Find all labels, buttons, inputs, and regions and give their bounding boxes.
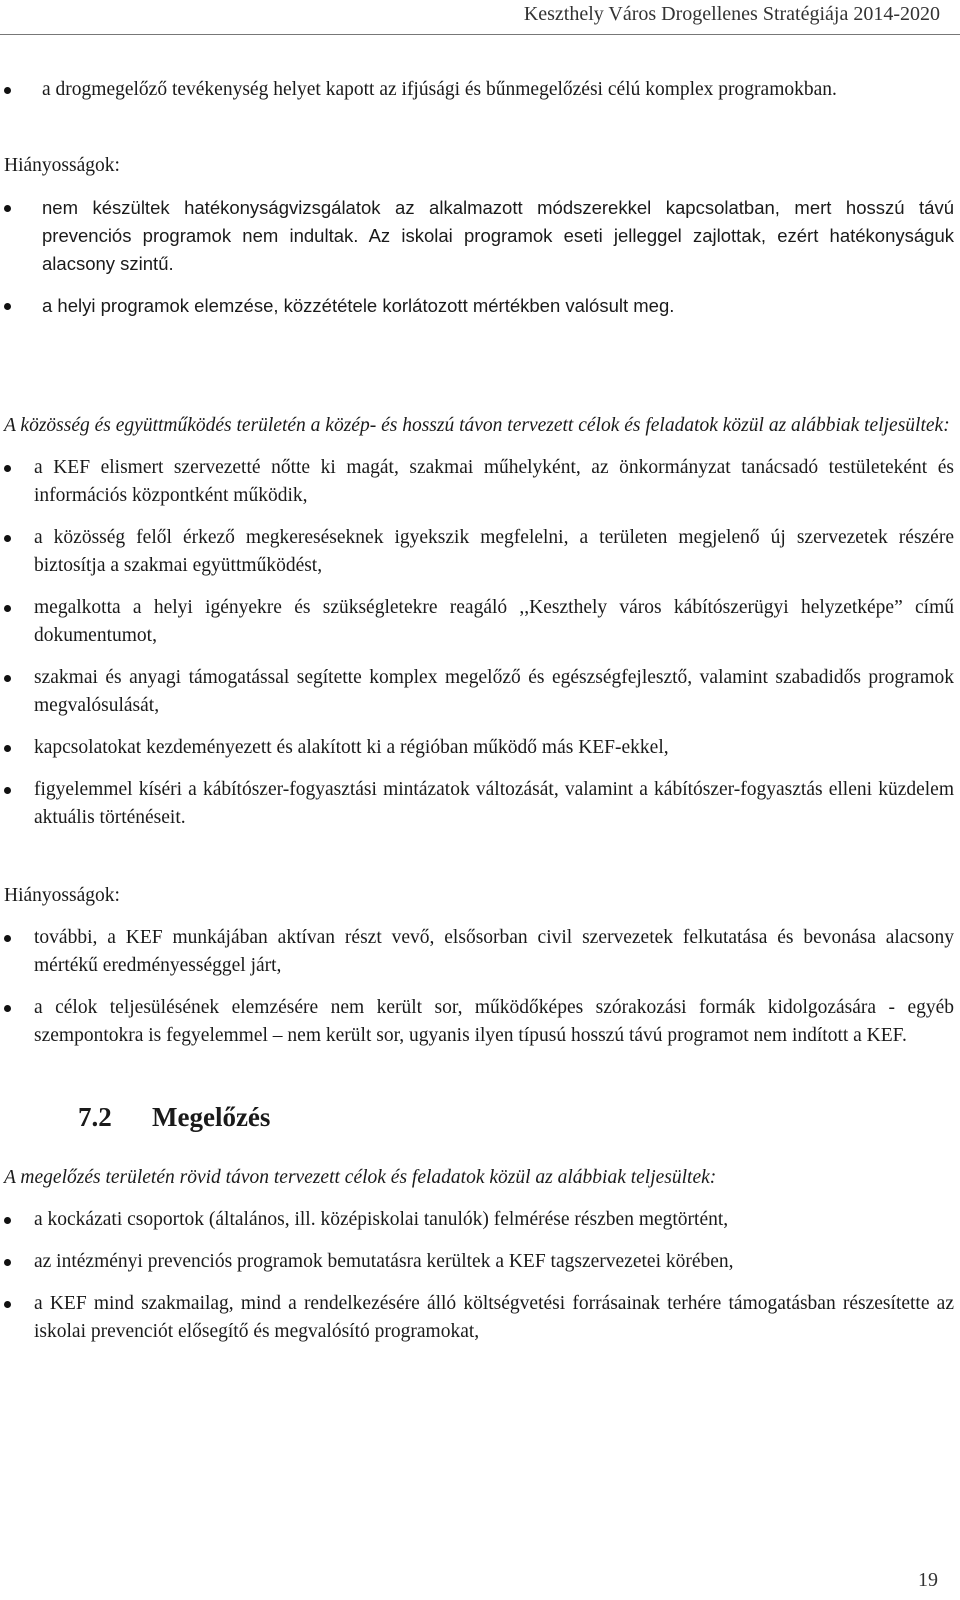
bullet-icon	[4, 87, 11, 94]
deficiencies-label: Hiányosságok:	[4, 885, 120, 906]
list-item: a kockázati csoportok (általános, ill. középiskolai tanulók) felmérése részben megtörtént,	[4, 1206, 954, 1234]
bullet-icon	[4, 1301, 11, 1308]
bullet-icon	[4, 745, 11, 752]
deficiencies-list-1	[4, 194, 954, 320]
section-heading-number: 7.2	[78, 1102, 112, 1132]
section-heading	[4, 1100, 954, 1134]
bullet-icon	[4, 787, 11, 794]
header-rule	[0, 34, 960, 35]
running-header: Keszthely Város Drogellenes Stratégiája 2014-2020	[523, 3, 940, 25]
list-item: kapcsolatokat kezdeményezett és alakított ki a régióban működő más KEF-ekkel,	[4, 734, 954, 762]
list-item: a KEF mind szakmailag, mind a rendelkezésére álló költségvetési forrásainak terhére támogatásban részesítette az iskolai prevenciót elősegítő és megvalósító programokat,	[4, 1290, 954, 1346]
bullet-icon	[4, 205, 11, 212]
deficiencies-label: Hiányosságok:	[4, 155, 120, 176]
bullet-icon	[4, 1005, 11, 1012]
section-heading-title: Megelőzés	[152, 1102, 271, 1132]
bullet-icon	[4, 1259, 11, 1266]
list-item: a célok teljesülésének elemzésére nem került sor, működőképes szórakozási formák kidolgozására - egyéb szempontokra is fegyelemmel – nem került sor, ugyanis ilyen típusú hosszú távú programot nem indított a KEF.	[4, 994, 954, 1050]
community-intro: A közösség és együttműködés területén a közép- és hosszú távon tervezett célok és feladatok közül az alábbiak teljesültek:	[4, 415, 950, 436]
page-number: 19	[918, 1569, 938, 1591]
prevention-achievements-list	[4, 1206, 954, 1346]
bullet-icon	[4, 935, 11, 942]
prevention-intro: A megelőzés területén rövid távon tervezett célok és feladatok közül az alábbiak teljesültek:	[4, 1167, 717, 1188]
list-item: a KEF elismert szervezetté nőtte ki magát, szakmai műhelyként, az önkormányzat tanácsadó testületeként és információs központként működik,	[4, 454, 954, 510]
bullet-icon	[4, 535, 11, 542]
bullet-icon	[4, 1217, 11, 1224]
list-item: nem készültek hatékonyságvizsgálatok az alkalmazott módszerekkel kapcsolatban, mert hosszú távú prevenciós programok nem indultak. Az iskolai programok eseti jelleggel zajlottak, ezért hatékonyságuk alacsony szintű.	[4, 194, 954, 278]
list-item: szakmai és anyagi támogatással segítette komplex megelőző és egészségfejlesztő, valamint szabadidős programok megvalósulását,	[4, 664, 954, 720]
bullet-icon	[4, 605, 11, 612]
list-item: a helyi programok elemzése, közzététele korlátozott mértékben valósult meg.	[4, 292, 954, 320]
list-item: megalkotta a helyi igényekre és szükségletekre reagáló ,,Keszthely város kábítószerügyi helyzetképe” című dokumentumot,	[4, 594, 954, 650]
list-item: a közösség felől érkező megkereséseknek igyekszik megfelelni, a területen megjelenő új szervezetek részére biztosítja a szakmai együttműködést,	[4, 524, 954, 580]
list-item: a drogmegelőző tevékenység helyet kapott az ifjúsági és bűnmegelőzési célú komplex programokban.	[4, 76, 954, 104]
list-item: az intézményi prevenciós programok bemutatásra kerültek a KEF tagszervezetei körében,	[4, 1248, 954, 1276]
list-item: további, a KEF munkájában aktívan részt vevő, elsősorban civil szervezetek felkutatása és bevonása alacsony mértékű eredményességgel járt,	[4, 924, 954, 980]
bullet-icon	[4, 303, 11, 310]
bullet-list-top	[4, 76, 954, 104]
bullet-icon	[4, 465, 11, 472]
list-item: figyelemmel kíséri a kábítószer-fogyasztási mintázatok változását, valamint a kábítószer-fogyasztás elleni küzdelem aktuális történéseit.	[4, 776, 954, 832]
community-achievements-list	[4, 454, 954, 832]
deficiencies-list-2	[4, 924, 954, 1050]
bullet-icon	[4, 675, 11, 682]
document-body	[4, 76, 954, 1360]
